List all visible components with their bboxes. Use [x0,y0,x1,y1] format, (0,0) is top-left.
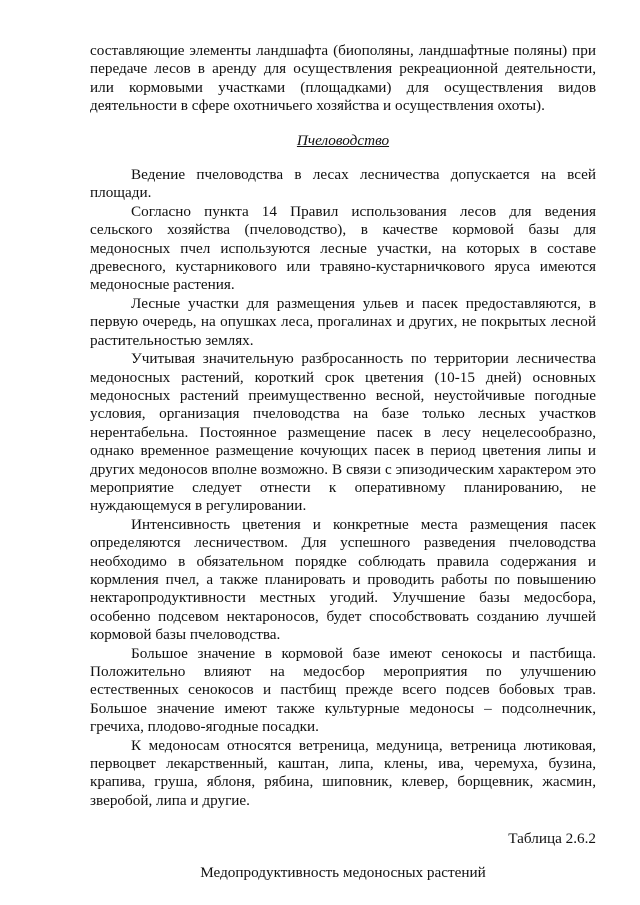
paragraph-rules-reference: Согласно пункта 14 Правил использования лесов для ведения сельского хозяйства (пчеловодство), в качестве кормовой базы для медоносных пчел используются лесные участки, на которых в составе древесного, кустарникового или травяно-кустарничкового яруса имеются медоносные растения. [90,202,596,294]
intro-paragraph: составляющие элементы ландшафта (биополяны, ландшафтные поляны) при передаче лесов в аренду для осуществления рекреационной деятельности, или кормовыми участками (площадками) для осуществления видов деятельности в сфере охотничьего хозяйства и осуществления охоты). [90,42,596,115]
paragraph-hive-placement: Лесные участки для размещения ульев и пасек предоставляются, в первую очередь, на опушках леса, прогалинах и других, не покрытых лесной растительностью землях. [90,294,596,349]
section-title: Пчеловодство [296,131,390,149]
paragraph-beekeeping-permission: Ведение пчеловодства в лесах лесничества допускается на всей площади. [90,166,596,202]
paragraph-intensity: Интенсивность цветения и конкретные места размещения пасек определяются лесничеством. Для успешного разведения пчеловодства необходимо в обязательном порядке соблюдать правила содержания и кормления пчел, а также планировать и проводить работы по повышению нектаропродуктивности местных угодий. Улучшение базы медосбора, особенно подсевом нектароносов, будет способствовать созданию лучшей кормовой базы пчеловодства. [90,515,596,644]
table-caption: Таблица 2.6.2 [508,830,596,848]
paragraph-hayfields: Большое значение в кормовой базе имеют сенокосы и пастбища. Положительно влияют на медосбор мероприятия по улучшению естественных сенокосов и пастбищ прежде всего подсев бобовых трав. Большое значение имеют также культурные медоносы – подсолнечник, гречиха, плодово-ягодные посадки. [90,644,596,736]
paragraph-honey-plants: К медоносам относятся ветреница, медуница, ветреница лютиковая, первоцвет лекарственный, каштан, липа, клены, ива, черемуха, бузина, крапива, груша, яблоня, рябина, шиповник, клевер, борщевник, жасмин, зверобой, липа и другие. [90,736,596,809]
paragraph-profitability: Учитывая значительную разбросанность по территории лесничества медоносных растений, короткий срок цветения (10-15 дней) основных медоносных растений преимущественно весной, неустойчивые погодные условия, организация пчеловодства на базе только лесных участков нерентабельна. Постоянное размещение пасек в лесу нецелесообразно, однако временное размещение кочующих пасек в период цветения липы и других медоносов вполне возможно. В связи с эпизодическим характером это мероприятие следует отнести к оперативному планированию, не нуждающемуся в регулировании. [90,350,596,515]
document-page [90,42,596,897]
table-title: Медопродуктивность медоносных растений [200,863,486,881]
